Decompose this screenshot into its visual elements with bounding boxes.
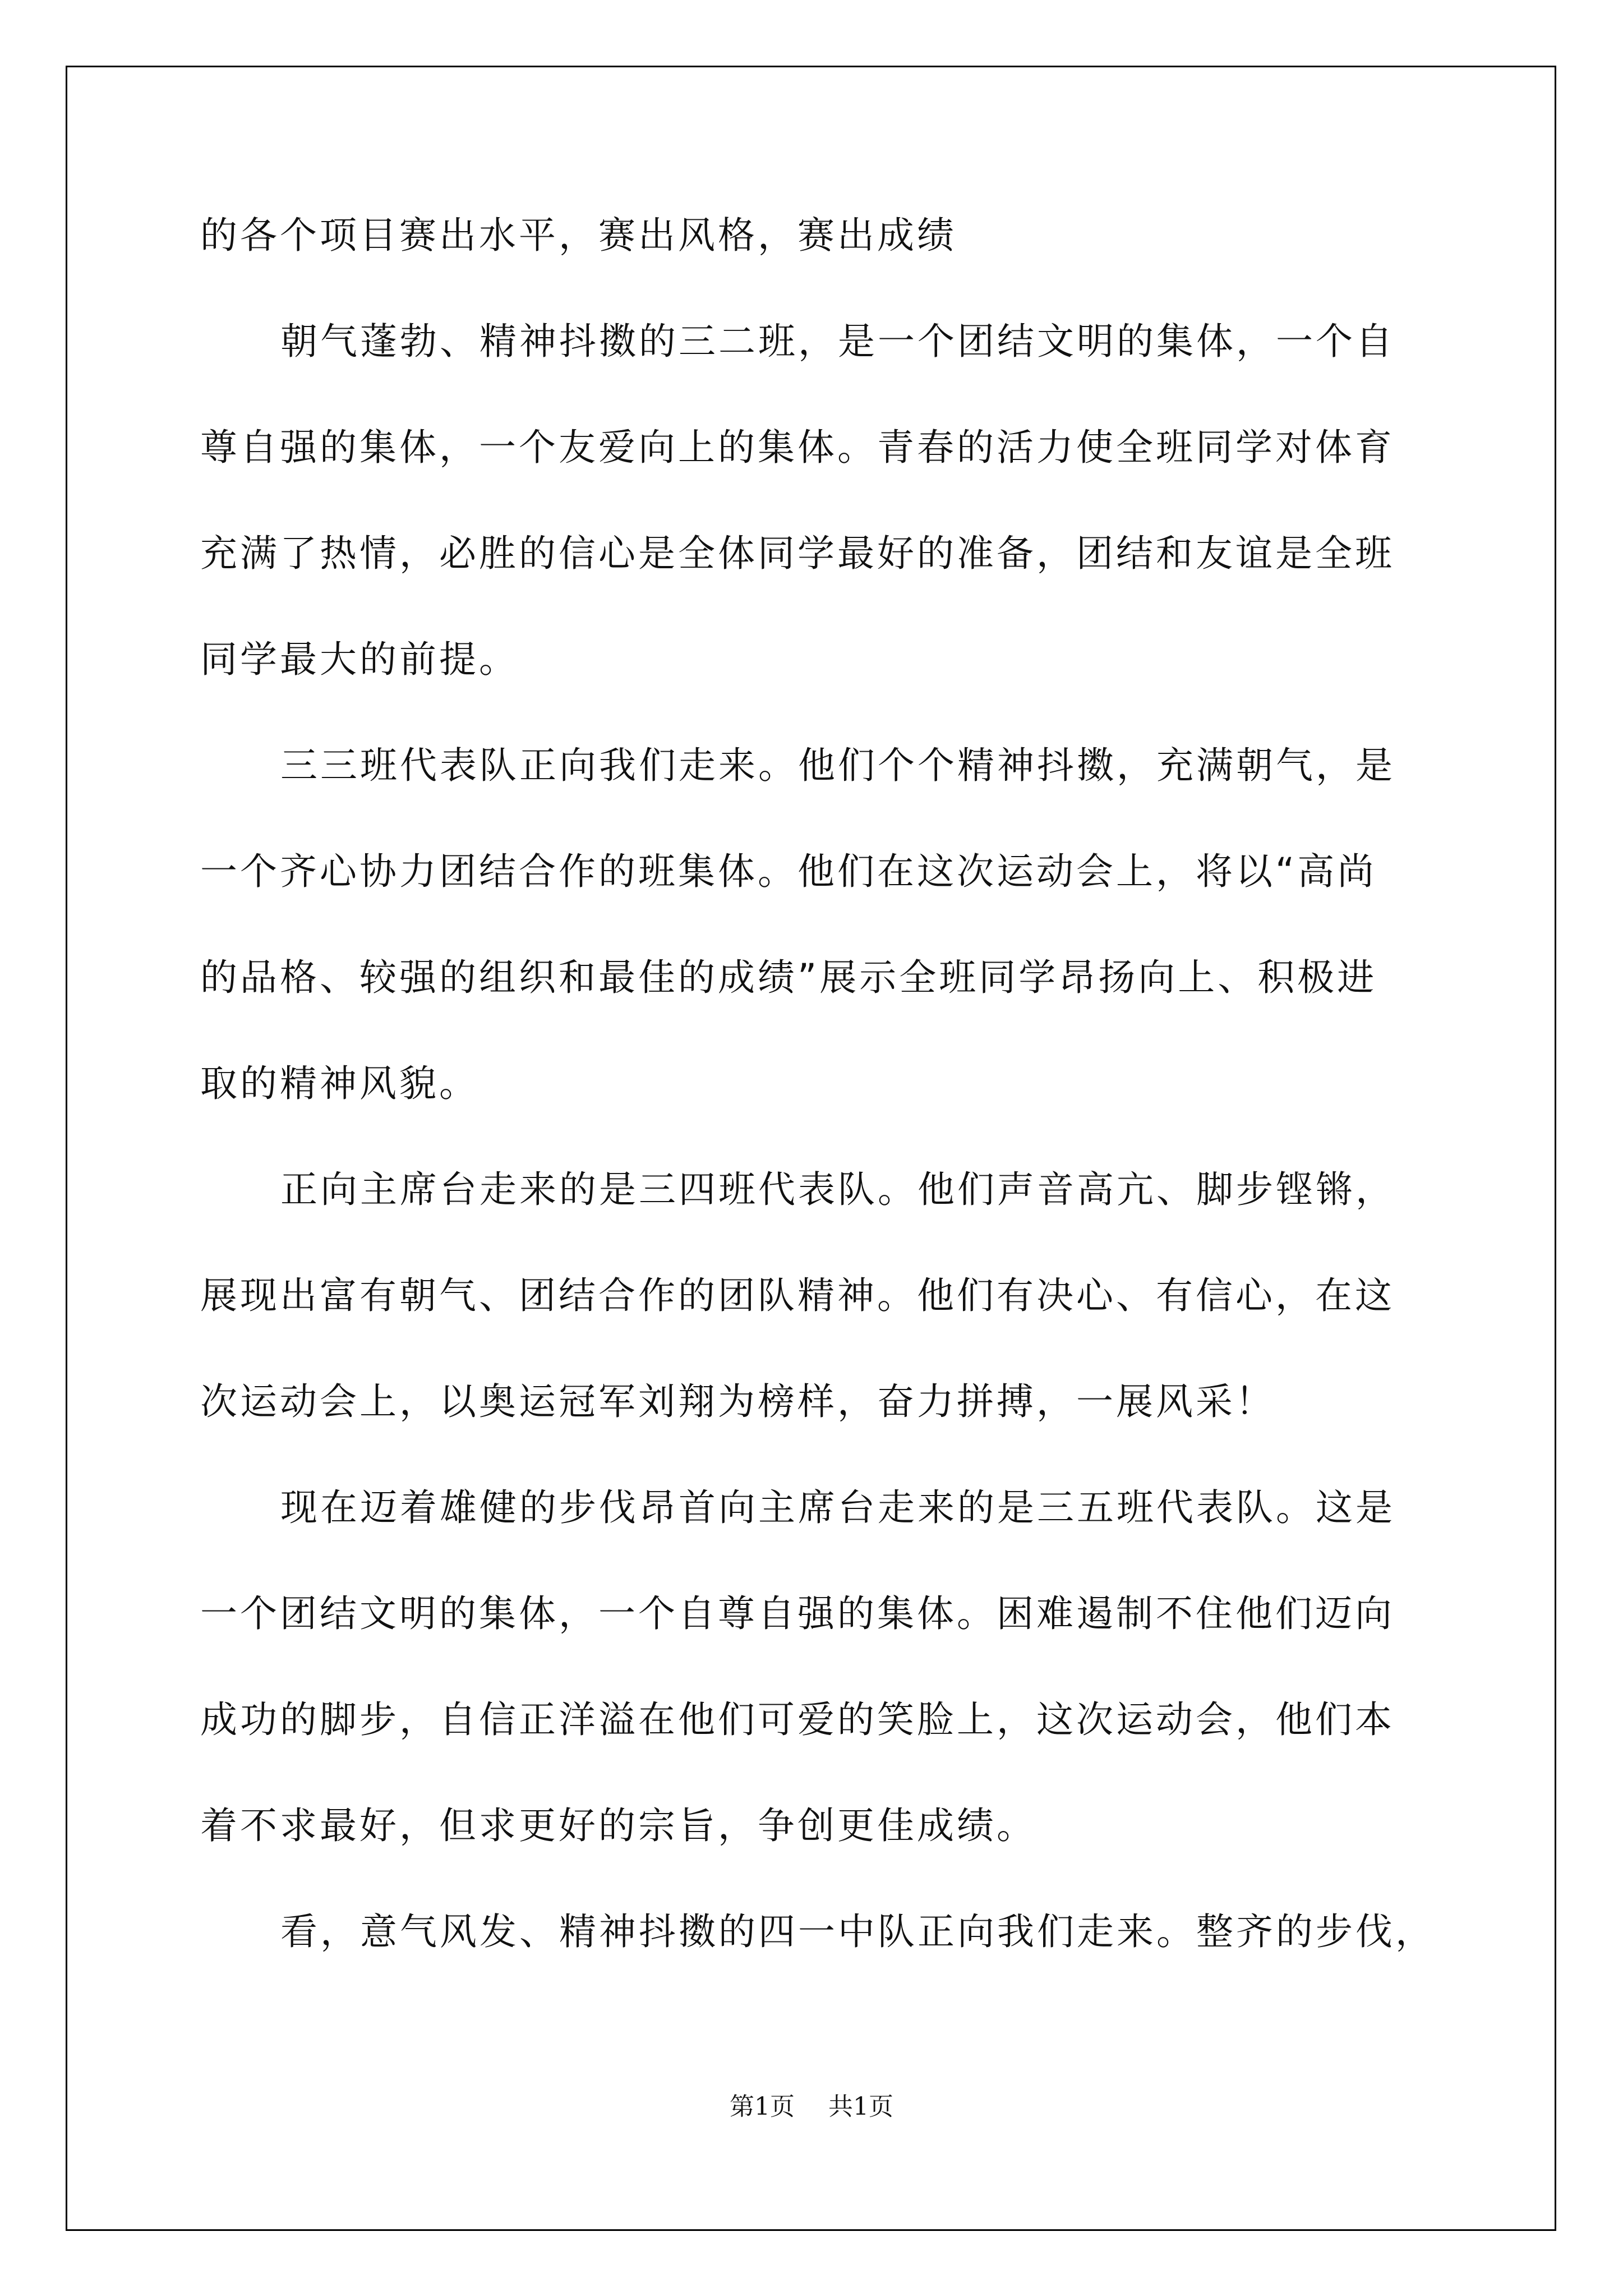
page-border bbox=[66, 66, 1556, 2231]
paragraph-1-line-4: 同学最大的前提。 bbox=[200, 638, 519, 681]
paragraph-1-line-1: 朝气蓬勃、精神抖擞的三二班，是一个团结文明的集体，一个自 bbox=[280, 320, 1395, 363]
paragraph-3-line-2: 展现出富有朝气、团结合作的团队精神。他们有决心、有信心，在这 bbox=[200, 1274, 1395, 1317]
paragraph-2-line-3: 的品格、较强的组织和最佳的成绩”展示全班同学昂扬向上、积极进 bbox=[200, 956, 1377, 999]
page-total: 共1页 bbox=[828, 2092, 893, 2121]
text-line-1: 的各个项目赛出水平，赛出风格，赛出成绩 bbox=[200, 214, 957, 257]
paragraph-4-line-2: 一个团结文明的集体，一个自尊自强的集体。困难遏制不住他们迈向 bbox=[200, 1592, 1395, 1635]
paragraph-1-line-3: 充满了热情，必胜的信心是全体同学最好的准备，团结和友谊是全班 bbox=[200, 532, 1395, 575]
paragraph-1-line-2: 尊自强的集体，一个友爱向上的集体。青春的活力使全班同学对体育 bbox=[200, 426, 1395, 469]
paragraph-2-line-1: 三三班代表队正向我们走来。他们个个精神抖擞，充满朝气，是 bbox=[280, 744, 1395, 787]
paragraph-4-line-4: 着不求最好，但求更好的宗旨，争创更佳成绩。 bbox=[200, 1804, 1036, 1847]
paragraph-3-line-1: 正向主席台走来的是三四班代表队。他们声音高亢、脚步铿锵， bbox=[280, 1168, 1395, 1211]
page-footer bbox=[0, 2091, 1623, 2123]
paragraph-3-line-3: 次运动会上，以奥运冠军刘翔为榜样，奋力拼搏，一展风采！ bbox=[200, 1380, 1275, 1423]
paragraph-2-line-2: 一个齐心协力团结合作的班集体。他们在这次运动会上，将以“高尚 bbox=[200, 850, 1377, 893]
paragraph-4-line-3: 成功的脚步，自信正洋溢在他们可爱的笑脸上，这次运动会，他们本 bbox=[200, 1698, 1395, 1741]
paragraph-2-line-4: 取的精神风貌。 bbox=[200, 1062, 479, 1105]
paragraph-4-line-1: 现在迈着雄健的步伐昂首向主席台走来的是三五班代表队。这是 bbox=[280, 1486, 1395, 1529]
paragraph-5-line-1: 看，意气风发、精神抖擞的四一中队正向我们走来。整齐的步伐， bbox=[280, 1910, 1435, 1953]
page-number: 第1页 bbox=[730, 2092, 795, 2121]
